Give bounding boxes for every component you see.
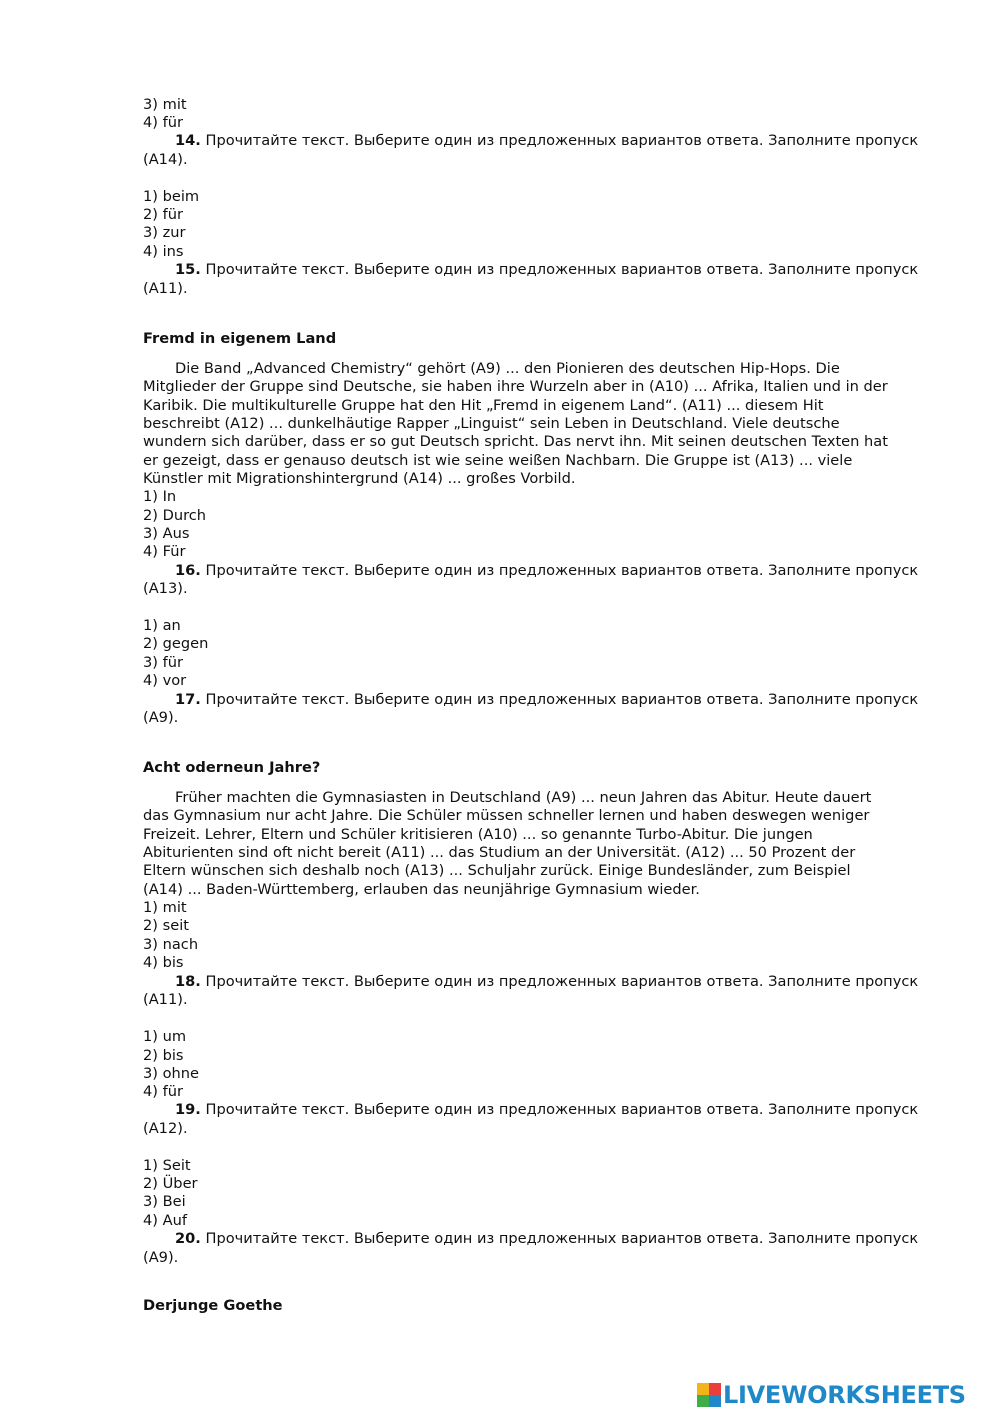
answer-option: 4) bis: [143, 954, 184, 971]
question-text: Прочитайте текст. Выберите один из предложенных вариантов ответа. Заполните пропуск: [200, 1101, 919, 1118]
text-line: beschreibt (A12) ... dunkelhäutige Rapper „Linguist“ sein Leben in Deutschland. Viele deutsche: [143, 415, 840, 432]
question-number: 20.: [175, 1230, 201, 1247]
answer-option: 3) nach: [143, 936, 199, 953]
text-line: Früher machten die Gymnasiasten in Deutschland (A9) ... neun Jahren das Abitur. Heute dauert: [175, 789, 872, 806]
text-line: Abiturienten sind oft nicht bereit (A11) ... das Studium an der Universität. (A12) ... 50 Prozent der: [143, 844, 856, 861]
question-text: Прочитайте текст. Выберите один из предложенных вариантов ответа. Заполните пропуск: [200, 1230, 919, 1247]
text-line: Eltern wünschen sich deshalb noch (A13) ... Schuljahr zurück. Einige Bundesländer, zum Beispiel: [143, 862, 851, 879]
question-instruction: [143, 973, 943, 991]
answer-option: 4) vor: [143, 672, 187, 689]
question-text: Прочитайте текст. Выберите один из предложенных вариантов ответа. Заполните пропуск: [200, 132, 919, 149]
answer-option: 2) gegen: [143, 635, 209, 652]
answer-option: 4) für: [143, 1083, 184, 1100]
answer-option: 2) seit: [143, 917, 189, 934]
text-line: Karibik. Die multikulturelle Gruppe hat den Hit „Fremd in eigenem Land“. (A11) ... diesem Hit: [143, 397, 824, 414]
text-line: (A9).: [143, 1249, 179, 1266]
question-instruction: [143, 691, 943, 709]
text-line: Mitglieder der Gruppe sind Deutsche, sie haben ihre Wurzeln aber in (A10) ... Afrika, Italien und in der: [143, 378, 888, 395]
question-number: 18.: [175, 973, 201, 990]
answer-option: 4) Auf: [143, 1212, 187, 1229]
question-number: 17.: [175, 691, 201, 708]
answer-option: 3) Aus: [143, 525, 190, 542]
question-instruction: [143, 562, 943, 580]
question-text: Прочитайте текст. Выберите один из предложенных вариантов ответа. Заполните пропуск: [200, 973, 919, 990]
text-line: er gezeigt, dass er genauso deutsch ist wie seine weißen Nachbarn. Die Gruppe ist (A13) ... viele: [143, 452, 853, 469]
question-number: 15.: [175, 261, 201, 278]
answer-option: 1) mit: [143, 899, 187, 916]
text-line: (A12).: [143, 1120, 188, 1137]
answer-option: 1) an: [143, 617, 181, 634]
question-number: 19.: [175, 1101, 201, 1118]
question-instruction: [143, 261, 943, 279]
question-number: 16.: [175, 562, 201, 579]
answer-option: 2) Durch: [143, 507, 207, 524]
liveworksheets-brand[interactable]: [697, 1380, 966, 1410]
text-line: (A9).: [143, 709, 179, 726]
text-line: (A13).: [143, 580, 188, 597]
answer-option: 3) Bei: [143, 1193, 186, 1210]
answer-option: 3) ohne: [143, 1065, 200, 1082]
text-line: wundern sich darüber, dass er so gut Deutsch spricht. Das nervt ihn. Mit seinen deutschen Texten hat: [143, 433, 888, 450]
question-instruction: [143, 1101, 943, 1119]
answer-option: 2) für: [143, 206, 184, 223]
question-text: Прочитайте текст. Выберите один из предложенных вариантов ответа. Заполните пропуск: [200, 562, 919, 579]
answer-option: 1) Seit: [143, 1157, 191, 1174]
text-line: (A14).: [143, 151, 188, 168]
answer-option: 4) für: [143, 114, 184, 131]
section-heading: Acht oderneun Jahre?: [143, 759, 321, 776]
liveworksheets-logo-icon: [697, 1383, 721, 1407]
answer-option: 4) Für: [143, 543, 186, 560]
answer-option: 2) Über: [143, 1175, 198, 1192]
question-instruction: [143, 132, 943, 150]
text-line: (A11).: [143, 991, 188, 1008]
question-number: 14.: [175, 132, 201, 149]
answer-option: 1) In: [143, 488, 177, 505]
answer-option: 4) ins: [143, 243, 184, 260]
text-line: Freizeit. Lehrer, Eltern und Schüler kritisieren (A10) ... so genannte Turbo-Abitur. Die jungen: [143, 826, 813, 843]
answer-option: 2) bis: [143, 1047, 184, 1064]
answer-option: 1) beim: [143, 188, 200, 205]
text-line: Künstler mit Migrationshintergrund (A14) ... großes Vorbild.: [143, 470, 576, 487]
answer-option: 3) zur: [143, 224, 186, 241]
section-heading: Fremd in eigenem Land: [143, 330, 337, 347]
text-line: (A11).: [143, 280, 188, 297]
section-heading: Derjunge Goethe: [143, 1297, 283, 1314]
text-line: Die Band „Advanced Chemistry“ gehört (A9) ... den Pionieren des deutschen Hip-Hops. Die: [175, 360, 840, 377]
text-line: das Gymnasium nur acht Jahre. Die Schüler müssen schneller lernen und haben deswegen weniger: [143, 807, 870, 824]
text-line: (A14) ... Baden-Württemberg, erlauben das neunjährige Gymnasium wieder.: [143, 881, 700, 898]
answer-option: 1) um: [143, 1028, 187, 1045]
answer-option: 3) für: [143, 654, 184, 671]
question-instruction: [143, 1230, 943, 1248]
question-text: Прочитайте текст. Выберите один из предложенных вариантов ответа. Заполните пропуск: [200, 691, 919, 708]
question-text: Прочитайте текст. Выберите один из предложенных вариантов ответа. Заполните пропуск: [200, 261, 919, 278]
brand-name: LIVEWORKSHEETS: [723, 1381, 966, 1409]
answer-option: 3) mit: [143, 96, 187, 113]
